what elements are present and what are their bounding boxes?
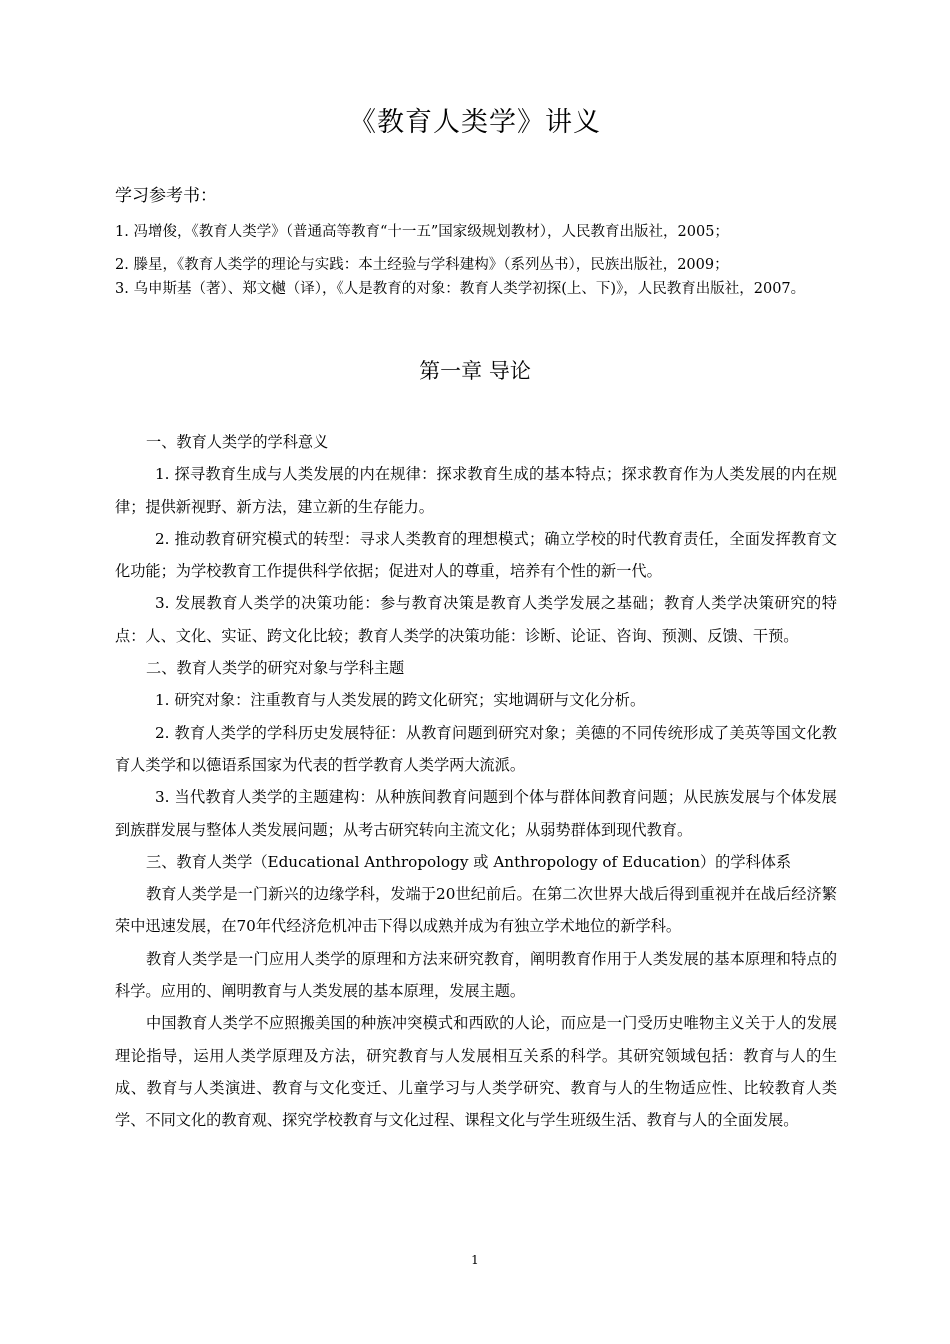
body-paragraph: 教育人类学是一门应用人类学的原理和方法来研究教育，阐明教育作用于人类发展的基本原理和特点的科学。应用的、阐明教育与人类发展的基本原理，发展主题。 — [115, 949, 837, 1001]
body-paragraph: 1. 研究对象：注重教育与人类发展的跨文化研究；实地调研与文化分析。 — [155, 691, 646, 710]
reference-item: 2. 滕星，《教育人类学的理论与实践：本土经验与学科建构》（系列丛书），民族出版社，2009； — [115, 257, 729, 273]
chapter-title: 第一章 导论 — [419, 359, 531, 383]
section-heading: 一、教育人类学的学科意义 — [146, 433, 329, 451]
section-heading: 二、教育人类学的研究对象与学科主题 — [146, 659, 405, 678]
body-paragraph: 2. 推动教育研究模式的转型：寻求人类教育的理想模式；确立学校的时代教育责任，全面发挥教育文化功能；为学校教育工作提供科学依据；促进对人的尊重，培养有个性的新一代。 — [115, 529, 837, 581]
body-paragraph: 教育人类学是一门新兴的边缘学科，发端于20世纪前后。在第二次世界大战后得到重视并在战后经济繁荣中迅速发展，在70年代经济危机冲击下得以成熟并成为有独立学术地位的新学科。 — [115, 885, 837, 936]
body-paragraph: 中国教育人类学不应照搬美国的种族冲突模式和西欧的人论，而应是一门受历史唯物主义关于人的发展理论指导，运用人类学原理及方法，研究教育与人发展相互关系的科学。其研究领域包括：教育与人的生成、教育与人类演进、教育与文化变迁、儿童学习与人类学研究、教育与人的生物适应性、比较教育人类学、不同文化的教育观、探究学校教育与文化过程、课程文化与学生班级生活、教育与人的全面发展。 — [115, 1014, 837, 1130]
reference-item: 1. 冯增俊，《教育人类学》（普通高等教育“十一五”国家级规划教材），人民教育出版社，2005； — [115, 224, 729, 240]
references-label: 学习参考书： — [115, 186, 217, 206]
chapter-body — [115, 426, 837, 1137]
reference-item: 3. 乌申斯基（著）、郑文樾（译），《人是教育的对象：教育人类学初探(上、下)》，人民教育出版社，2007。 — [115, 281, 806, 297]
body-paragraph: 3. 当代教育人类学的主题建构：从种族间教育问题到个体与群体间教育问题；从民族发展与个体发展到族群发展与整体人类发展问题；从考古研究转向主流文化；从弱势群体到现代教育。 — [115, 788, 837, 839]
page-number: 1 — [471, 1253, 479, 1267]
body-paragraph: 2. 教育人类学的学科历史发展特征：从教育问题到研究对象；美德的不同传统形成了美英等国文化教育人类学和以德语系国家为代表的哲学教育人类学两大流派。 — [115, 723, 837, 774]
body-paragraph: 3. 发展教育人类学的决策功能：参与教育决策是教育人类学发展之基础；教育人类学决策研究的特点：人、文化、实证、跨文化比较；教育人类学的决策功能：诊断、论证、咨询、预测、反馈、干预。 — [115, 594, 837, 645]
section-heading: 三、教育人类学（Educational Anthropology 或 Anthropology of Education）的学科体系 — [146, 852, 792, 871]
document-title: 《教育人类学》讲义 — [349, 107, 601, 138]
body-paragraph: 1. 探寻教育生成与人类发展的内在规律：探求教育生成的基本特点；探求教育作为人类发展的内在规律；提供新视野、新方法，建立新的生存能力。 — [115, 465, 837, 516]
